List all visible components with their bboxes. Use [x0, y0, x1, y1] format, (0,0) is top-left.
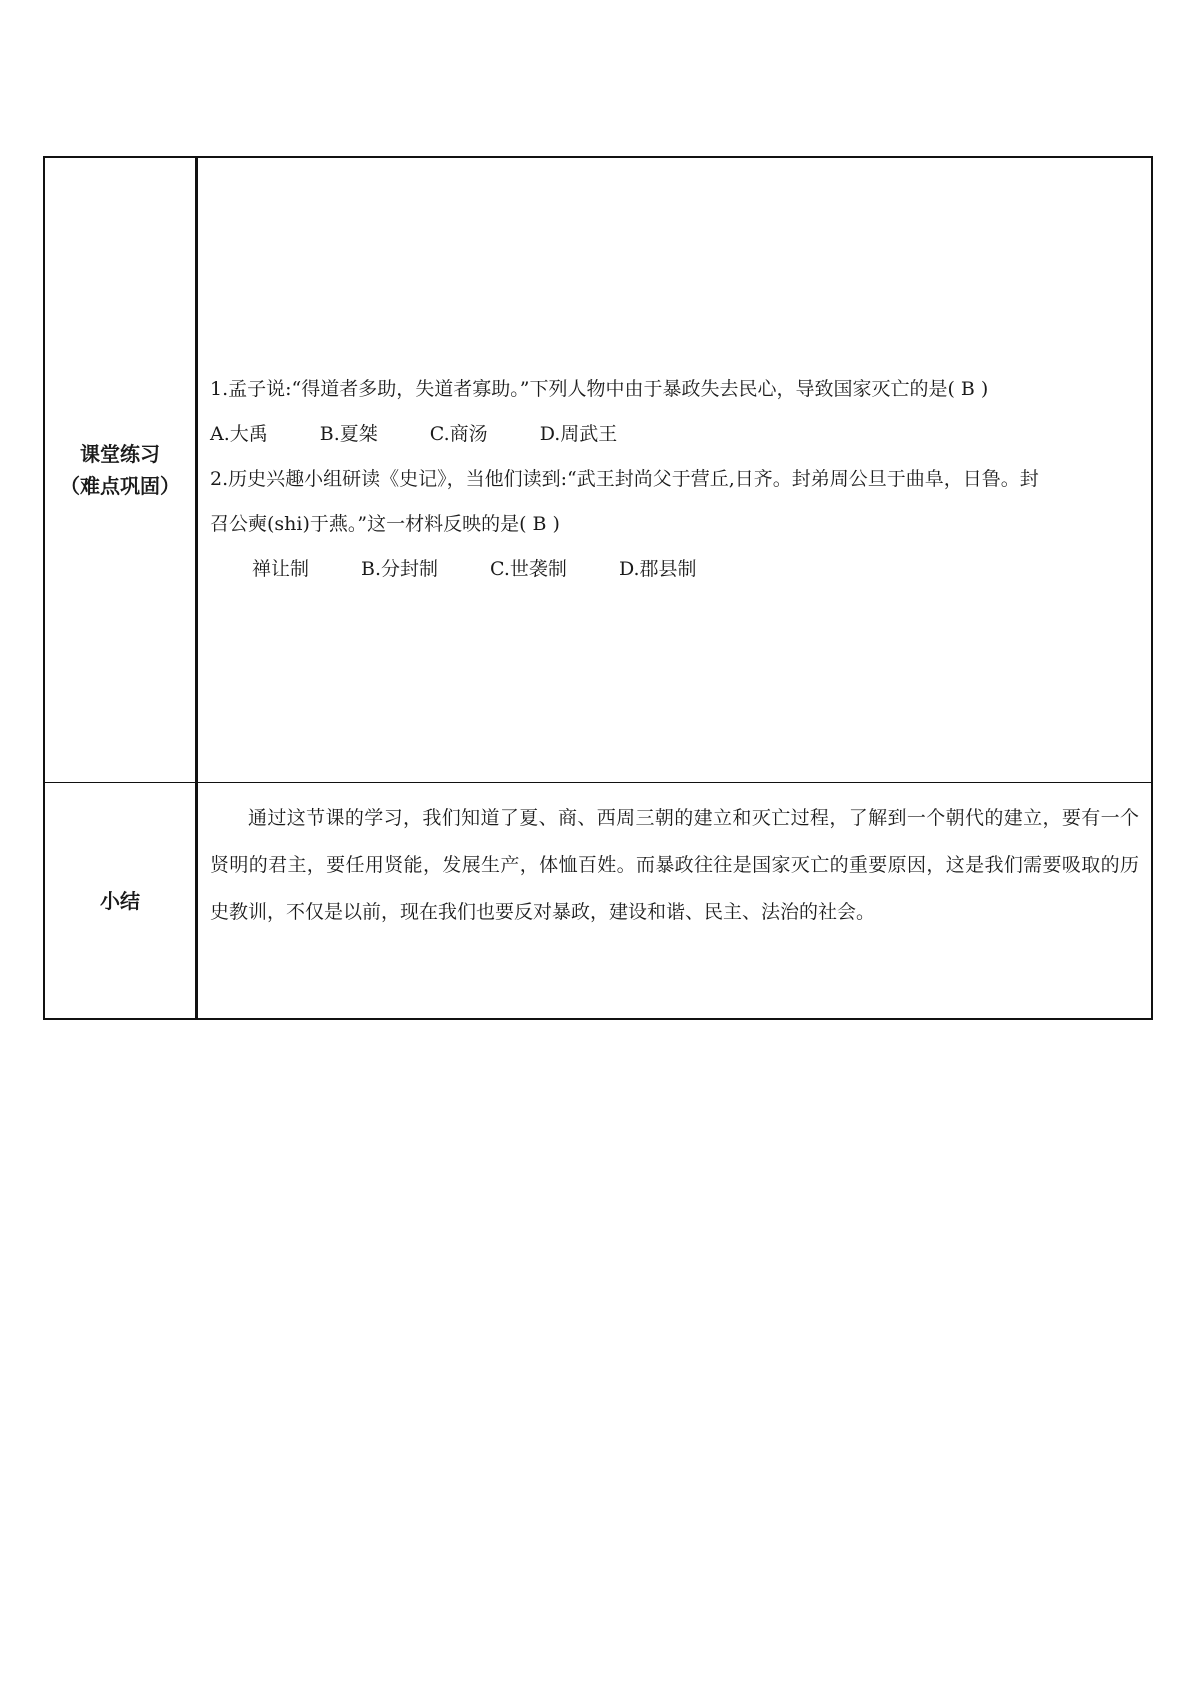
summary-content-cell [198, 783, 1151, 1018]
practice-label-title: 课堂练习 [80, 442, 160, 466]
practice-questions [210, 367, 1139, 592]
question-1-options [210, 412, 1139, 457]
practice-label-cell [45, 158, 198, 782]
question-1-option-c: C.商汤 [429, 423, 488, 445]
lesson-table [43, 156, 1153, 1020]
question-2-option-d: D.郡县制 [618, 558, 697, 580]
question-2-option-b: B.分封制 [361, 558, 439, 580]
practice-row [45, 158, 1151, 783]
summary-row [45, 783, 1151, 1018]
summary-paragraph: 通过这节课的学习，我们知道了夏、商、西周三朝的建立和灭亡过程，了解到一个朝代的建立，要有一个贤明的君主，要任用贤能，发展生产，体恤百姓。而暴政往往是国家灭亡的重要原因，这是我们需要吸取的历史教训，不仅是以前，现在我们也要反对暴政，建设和谐、民主、法治的社会。 [210, 807, 1139, 923]
question-2-option-a: 禅让制 [252, 558, 310, 580]
question-2-stem-line-1: 2.历史兴趣小组研读《史记》，当他们读到:“武王封尚父于营丘,日齐。封弟周公旦于曲阜，日鲁。封 [210, 468, 1039, 490]
summary-text-block [210, 795, 1139, 936]
question-2-options [210, 547, 1139, 592]
question-2-option-c: C.世袭制 [490, 558, 567, 580]
practice-content-cell [198, 158, 1151, 782]
practice-label-subtitle: （难点巩固） [60, 474, 180, 498]
question-1-stem: 1.孟子说:“得道者多助，失道者寡助。”下列人物中由于暴政失去民心，导致国家灭亡的是( B ) [210, 378, 989, 400]
question-2-stem-line-2: 召公奭(shi)于燕。”这一材料反映的是( B ) [210, 513, 560, 535]
question-1-option-a: A.大禹 [210, 423, 268, 445]
question-1-option-b: B.夏桀 [319, 423, 378, 445]
summary-label-cell [45, 783, 198, 1018]
question-1-option-d: D.周武王 [539, 423, 618, 445]
summary-label: 小结 [100, 888, 140, 913]
